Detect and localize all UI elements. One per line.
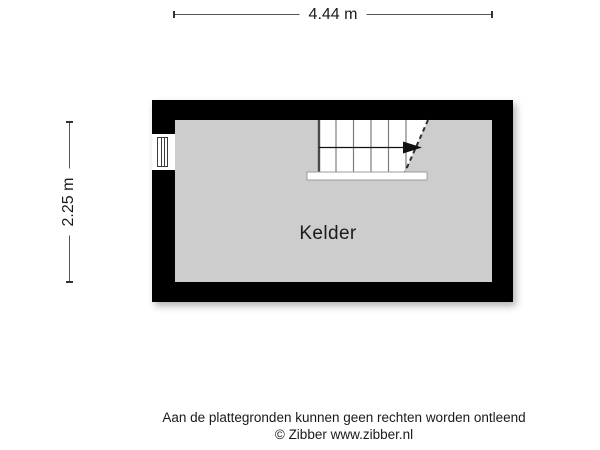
width-dimension-tick-right — [491, 11, 493, 18]
footer — [162, 410, 525, 443]
room-name-label: Kelder — [299, 223, 357, 244]
window-glass-lines — [161, 138, 165, 166]
staircase — [300, 118, 436, 184]
height-dimension-tick-bottom — [66, 281, 73, 283]
stair-landing — [307, 172, 427, 180]
footer-disclaimer: Aan de plattegronden kunnen geen rechten worden ontleend — [162, 410, 526, 425]
height-dimension-label: 2.25 m — [60, 169, 78, 236]
window — [152, 134, 175, 170]
footer-copyright: © Zibber www.zibber.nl — [274, 426, 414, 442]
window-icon — [157, 137, 168, 167]
width-dimension-tick-left — [173, 11, 175, 18]
width-dimension-label: 4.44 m — [300, 6, 367, 24]
height-dimension-tick-top — [66, 121, 73, 123]
